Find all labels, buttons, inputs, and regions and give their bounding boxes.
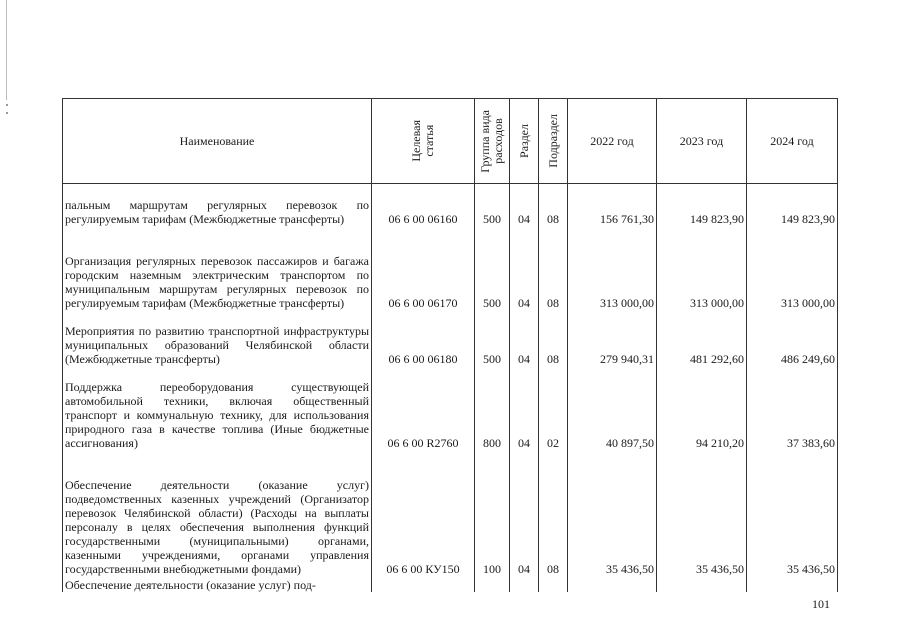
row-amount-2022: 156 761,30: [568, 184, 657, 227]
row-amount-2022: 279 940,31: [568, 310, 657, 366]
header-expense-group: Группа вида расходов: [475, 99, 510, 184]
row-subsection: [539, 576, 568, 592]
row-expense-group: 500: [475, 184, 510, 227]
row-expense-group: 100: [475, 450, 510, 576]
row-amount-2024: 35 436,50: [747, 450, 838, 576]
row-target-article: 06 6 00 06160: [372, 184, 475, 227]
header-year-2022: 2022 год: [568, 99, 657, 184]
row-section: 04: [510, 366, 539, 450]
row-amount-2023: [657, 576, 747, 592]
table-row: [63, 576, 838, 592]
row-subsection: 08: [539, 450, 568, 576]
row-subsection: 02: [539, 366, 568, 450]
row-amount-2023: 149 823,90: [657, 184, 747, 227]
row-amount-2022: 40 897,50: [568, 366, 657, 450]
budget-table: [62, 98, 838, 592]
row-amount-2024: 313 000,00: [747, 226, 838, 310]
row-target-article: 06 6 00 06170: [372, 226, 475, 310]
table-row: [63, 184, 838, 227]
header-name: Наименование: [63, 99, 372, 184]
row-name: пальным маршрутам регулярных перевозок по регулируемым тарифам (Межбюджетные трансферты): [63, 184, 372, 227]
row-amount-2024: [747, 576, 838, 592]
row-section: [510, 576, 539, 592]
row-name: Поддержка переоборудования существующей автомобильной техники, включая общественный транспорт и коммунальную технику, для использования природного газа в качестве топлива (Иные бюджетные ассигнования): [63, 366, 372, 450]
row-subsection: 08: [539, 310, 568, 366]
table-row: [63, 450, 838, 576]
row-section: 04: [510, 226, 539, 310]
row-subsection: 08: [539, 226, 568, 310]
scan-edge-line: [6, 0, 7, 100]
row-name: Обеспечение деятельности (оказание услуг) подведомственных казенных учреждений (Организатор перевозок Челябинской области) (Расходы на выплаты персоналу в целях обеспечения выполнения функций государственными (муниципальными) органами, казенными учреждениями, органами управления государственными внебюджетными фондами): [63, 450, 372, 576]
row-amount-2024: 149 823,90: [747, 184, 838, 227]
row-amount-2022: 35 436,50: [568, 450, 657, 576]
row-amount-2023: 313 000,00: [657, 226, 747, 310]
row-target-article: 06 6 00 06180: [372, 310, 475, 366]
table-row: [63, 366, 838, 450]
table-row: [63, 226, 838, 310]
row-target-article: [372, 576, 475, 592]
page-number: 101: [812, 597, 830, 611]
row-amount-2023: 94 210,20: [657, 366, 747, 450]
header-target-article: Целевая статья: [372, 99, 475, 184]
row-subsection: 08: [539, 184, 568, 227]
row-amount-2024: 37 383,60: [747, 366, 838, 450]
header-year-2023: 2023 год: [657, 99, 747, 184]
row-target-article: 06 6 00 R2760: [372, 366, 475, 450]
row-amount-2023: 35 436,50: [657, 450, 747, 576]
row-expense-group: 500: [475, 310, 510, 366]
row-name: Организация регулярных перевозок пассажиров и багажа городским наземным электрическим транспортом по муниципальным маршрутам регулярных перевозок по регулируемым тарифам (Межбюджетные трансферты): [63, 226, 372, 310]
row-section: 04: [510, 450, 539, 576]
scan-speck: [6, 112, 8, 114]
header-year-2024: 2024 год: [747, 99, 838, 184]
row-expense-group: 500: [475, 226, 510, 310]
row-amount-2022: [568, 576, 657, 592]
row-expense-group: [475, 576, 510, 592]
table-row: [63, 310, 838, 366]
row-target-article: 06 6 00 КУ150: [372, 450, 475, 576]
row-amount-2023: 481 292,60: [657, 310, 747, 366]
row-expense-group: 800: [475, 366, 510, 450]
scan-speck: [6, 104, 8, 106]
row-name: Обеспечение деятельности (оказание услуг) под-: [63, 576, 372, 592]
row-section: 04: [510, 310, 539, 366]
header-section: Раздел: [510, 99, 539, 184]
row-section: 04: [510, 184, 539, 227]
row-amount-2024: 486 249,60: [747, 310, 838, 366]
header-subsection: Подраздел: [539, 99, 568, 184]
row-name: Мероприятия по развитию транспортной инфраструктуры муниципальных образований Челябинской области (Межбюджетные трансферты): [63, 310, 372, 366]
table-header-row: [63, 99, 838, 184]
row-amount-2022: 313 000,00: [568, 226, 657, 310]
